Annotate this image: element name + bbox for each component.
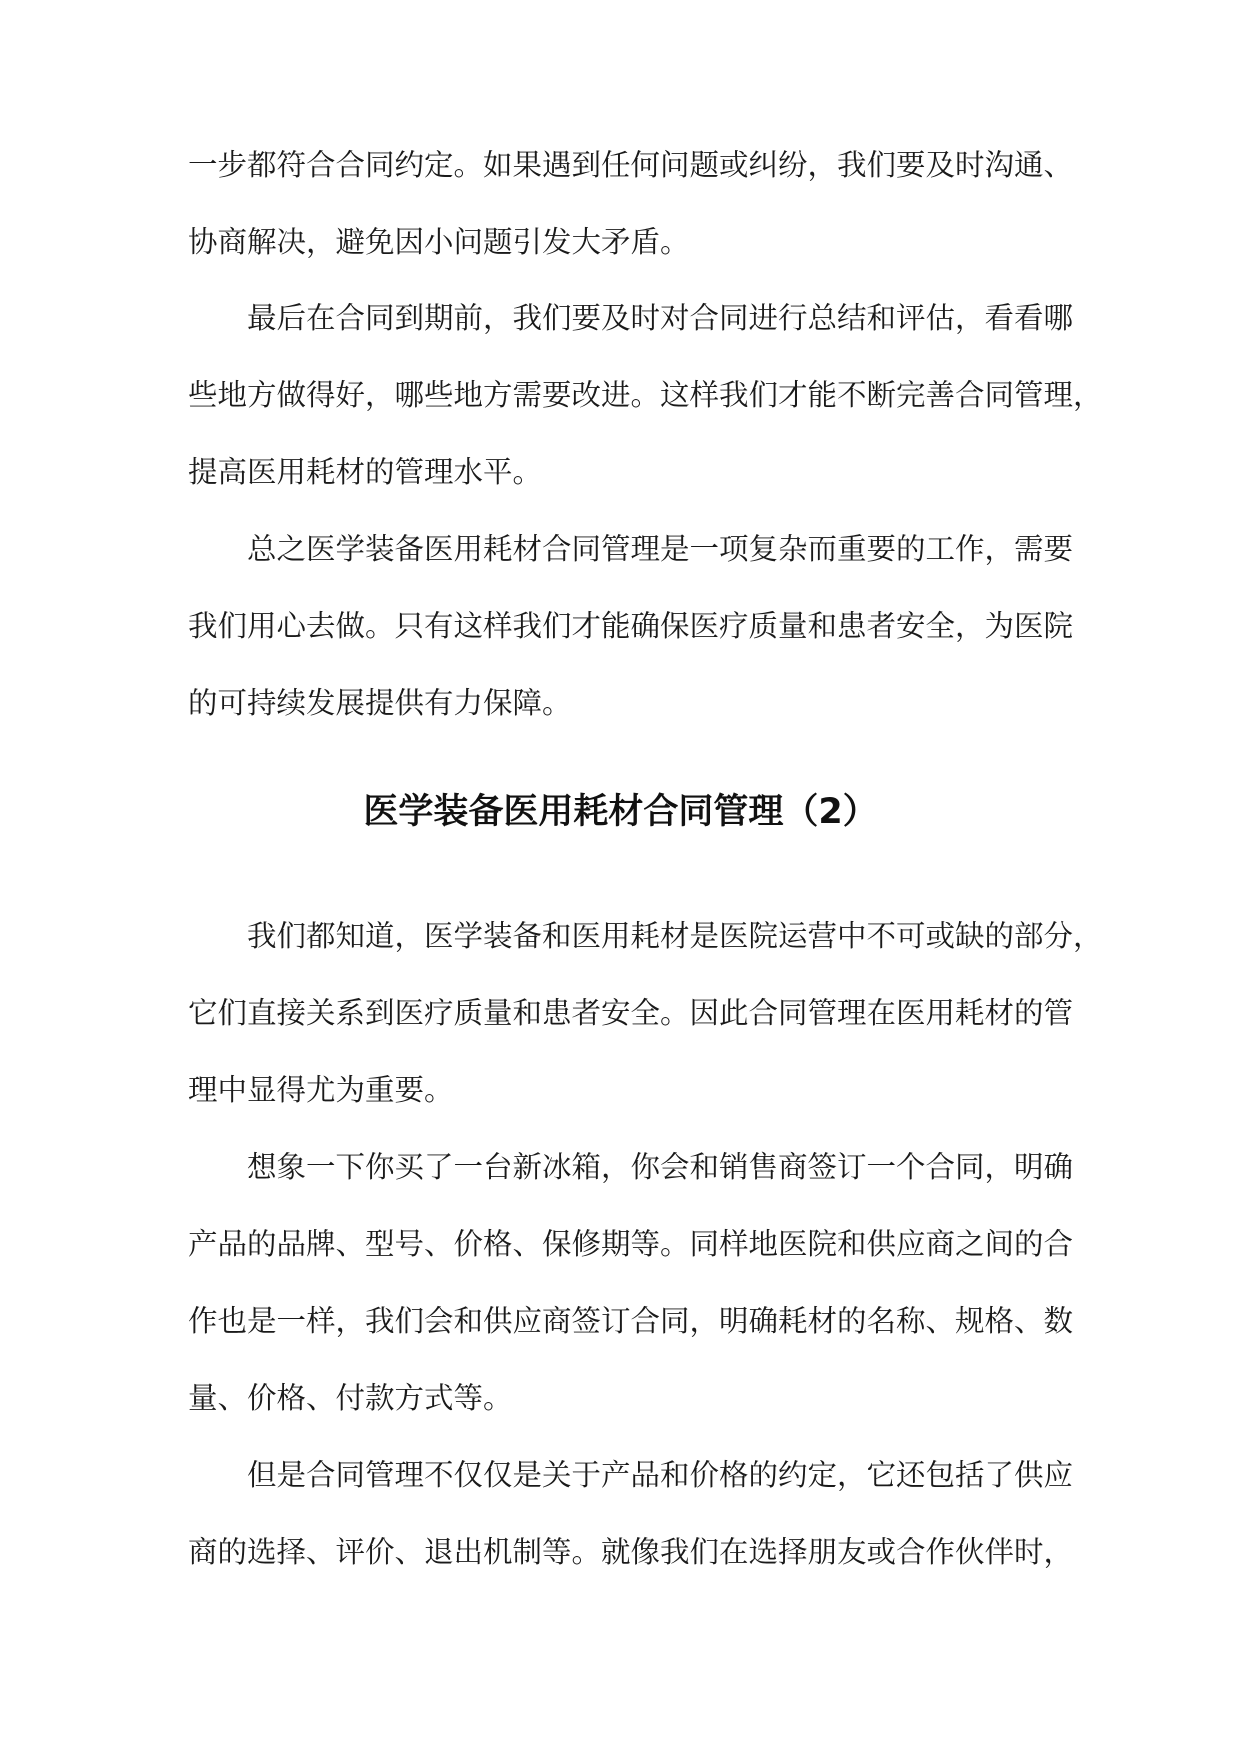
paragraph-line: 它们直接关系到医疗质量和患者安全。因此合同管理在医用耗材的管 bbox=[188, 996, 1074, 1030]
paragraph-line: 的可持续发展提供有力保障。 bbox=[188, 686, 572, 720]
paragraph-line: 协商解决，避免因小问题引发大矛盾。 bbox=[188, 225, 690, 259]
paragraph-line: 总之医学装备医用耗材合同管理是一项复杂而重要的工作，需要 bbox=[247, 532, 1074, 566]
paragraph-line: 作也是一样，我们会和供应商签订合同，明确耗材的名称、规格、数 bbox=[188, 1304, 1074, 1338]
paragraph-line: 理中显得尤为重要。 bbox=[188, 1073, 454, 1107]
paragraph-line: 我们用心去做。只有这样我们才能确保医疗质量和患者安全，为医院 bbox=[188, 609, 1074, 643]
paragraph-line: 提高医用耗材的管理水平。 bbox=[188, 455, 543, 489]
section-heading: 医学装备医用耗材合同管理（2） bbox=[363, 792, 878, 832]
paragraph-line: 些地方做得好，哪些地方需要改进。这样我们才能不断完善合同管理， bbox=[188, 378, 1103, 412]
paragraph-line: 一步都符合合同约定。如果遇到任何问题或纠纷，我们要及时沟通、 bbox=[188, 148, 1074, 182]
paragraph-line: 量、价格、付款方式等。 bbox=[188, 1381, 513, 1415]
paragraph-line: 想象一下你买了一台新冰箱，你会和销售商签订一个合同，明确 bbox=[247, 1150, 1074, 1184]
paragraph-line: 商的选择、评价、退出机制等。就像我们在选择朋友或合作伙伴时， bbox=[188, 1535, 1074, 1569]
paragraph-line: 产品的品牌、型号、价格、保修期等。同样地医院和供应商之间的合 bbox=[188, 1227, 1074, 1261]
paragraph-line: 最后在合同到期前，我们要及时对合同进行总结和评估，看看哪 bbox=[247, 301, 1074, 335]
paragraph-line: 我们都知道，医学装备和医用耗材是医院运营中不可或缺的部分， bbox=[247, 919, 1103, 953]
paragraph-line: 但是合同管理不仅仅是关于产品和价格的约定，它还包括了供应 bbox=[247, 1458, 1074, 1492]
